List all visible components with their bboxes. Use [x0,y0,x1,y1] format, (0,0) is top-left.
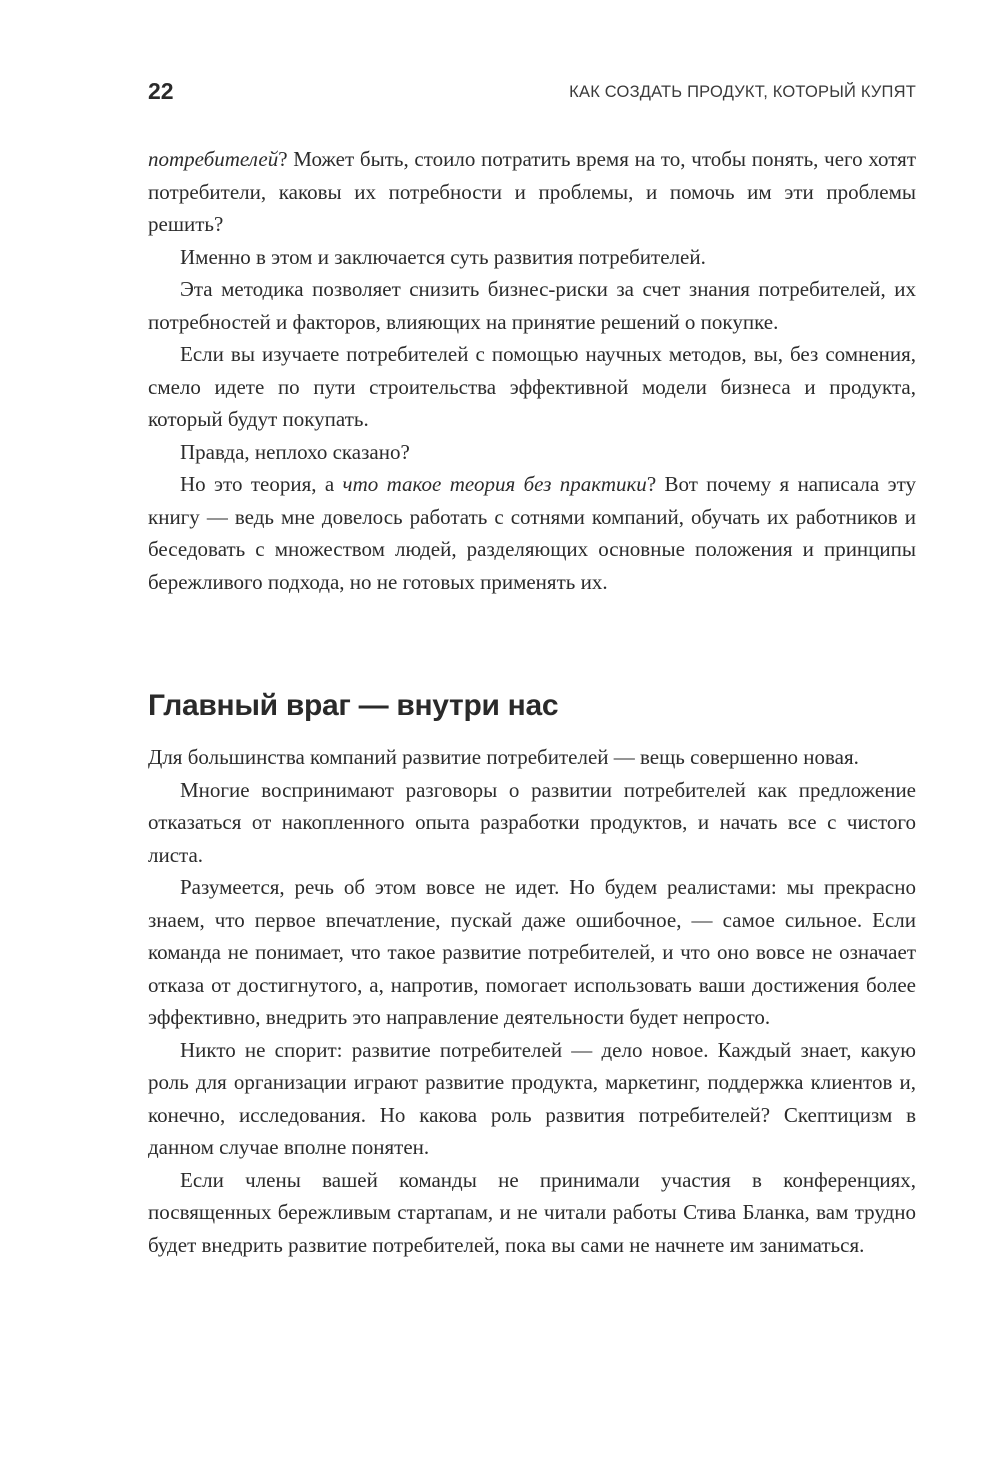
text-block-intro [148,143,916,598]
section-heading: Главный враг — внутри нас [148,689,559,722]
running-header [148,76,916,106]
paragraph-text: ? Вот почему я написала эту книгу — ведь мне довелось работать с сотнями компаний, обучать их работников и беседовать с множеством людей, разделяющих основные положения и принципы бережливого подхода, но не готовых применять их. [148,472,916,594]
paragraph: Если вы изучаете потребителей с помощью научных методов, вы, без сомнения, смело идете по пути строительства эффективной модели бизнеса и продукта, который будут покупать. [148,342,916,431]
paragraph [148,143,916,241]
paragraph-text: Но это теория, а [180,472,343,496]
paragraph: Эта методика позволяет снизить бизнес-риски за счет знания потребителей, их потребностей и факторов, влияющих на принятие решений о покупке. [148,277,916,334]
paragraph: Многие воспринимают разговоры о развитии потребителей как предложение отказаться от накопленного опыта разработки продуктов, и начать все с чистого листа. [148,777,916,867]
paragraph: Именно в этом и заключается суть развития потребителей. [180,244,706,269]
page-number: 22 [148,78,174,104]
paragraph [148,468,916,598]
paragraph: Правда, неплохо сказано? [180,439,410,464]
paragraph: Разумеется, речь об этом вовсе не идет. Но будем реалистами: мы прекрасно знаем, что первое впечатление, пускай даже ошибочное, — самое сильное. Если команда не понимает, что такое развитие потребителей, и что оно вовсе не означает отказа от достигнутого, а, напротив, помогает использовать ваши достижения более эффективно, внедрить это направление деятельности будет непросто. [148,875,916,1029]
paragraph: Никто не спорит: развитие потребителей — дело новое. Каждый знает, какую роль для организации играют развитие продукта, маркетинг, поддержка клиентов и, конечно, исследования. Но какова роль развития потребителей? Скептицизм в данном случае вполне понятен. [148,1037,916,1159]
running-title: КАК СОЗДАТЬ ПРОДУКТ, КОТОРЫЙ КУПЯТ [569,83,916,101]
italic-text: потребителей [148,147,279,171]
paragraph: Для большинства компаний развитие потребителей — вещь совершенно новая. [148,745,859,769]
text-block-section [148,741,916,1261]
italic-text: что такое теория без практики [342,472,647,496]
paragraph: Если члены вашей команды не принимали участия в конференциях, посвященных бережливым стартапам, и не читали работы Стива Бланка, вам трудно будет внедрить развитие потребителей, пока вы сами не начнете им заниматься. [148,1167,916,1257]
paragraph-text: ? Может быть, стоило потратить время на то, чтобы понять, чего хотят потребители, каковы их потребности и проблемы, и помочь им эти проблемы решить? [148,147,916,236]
